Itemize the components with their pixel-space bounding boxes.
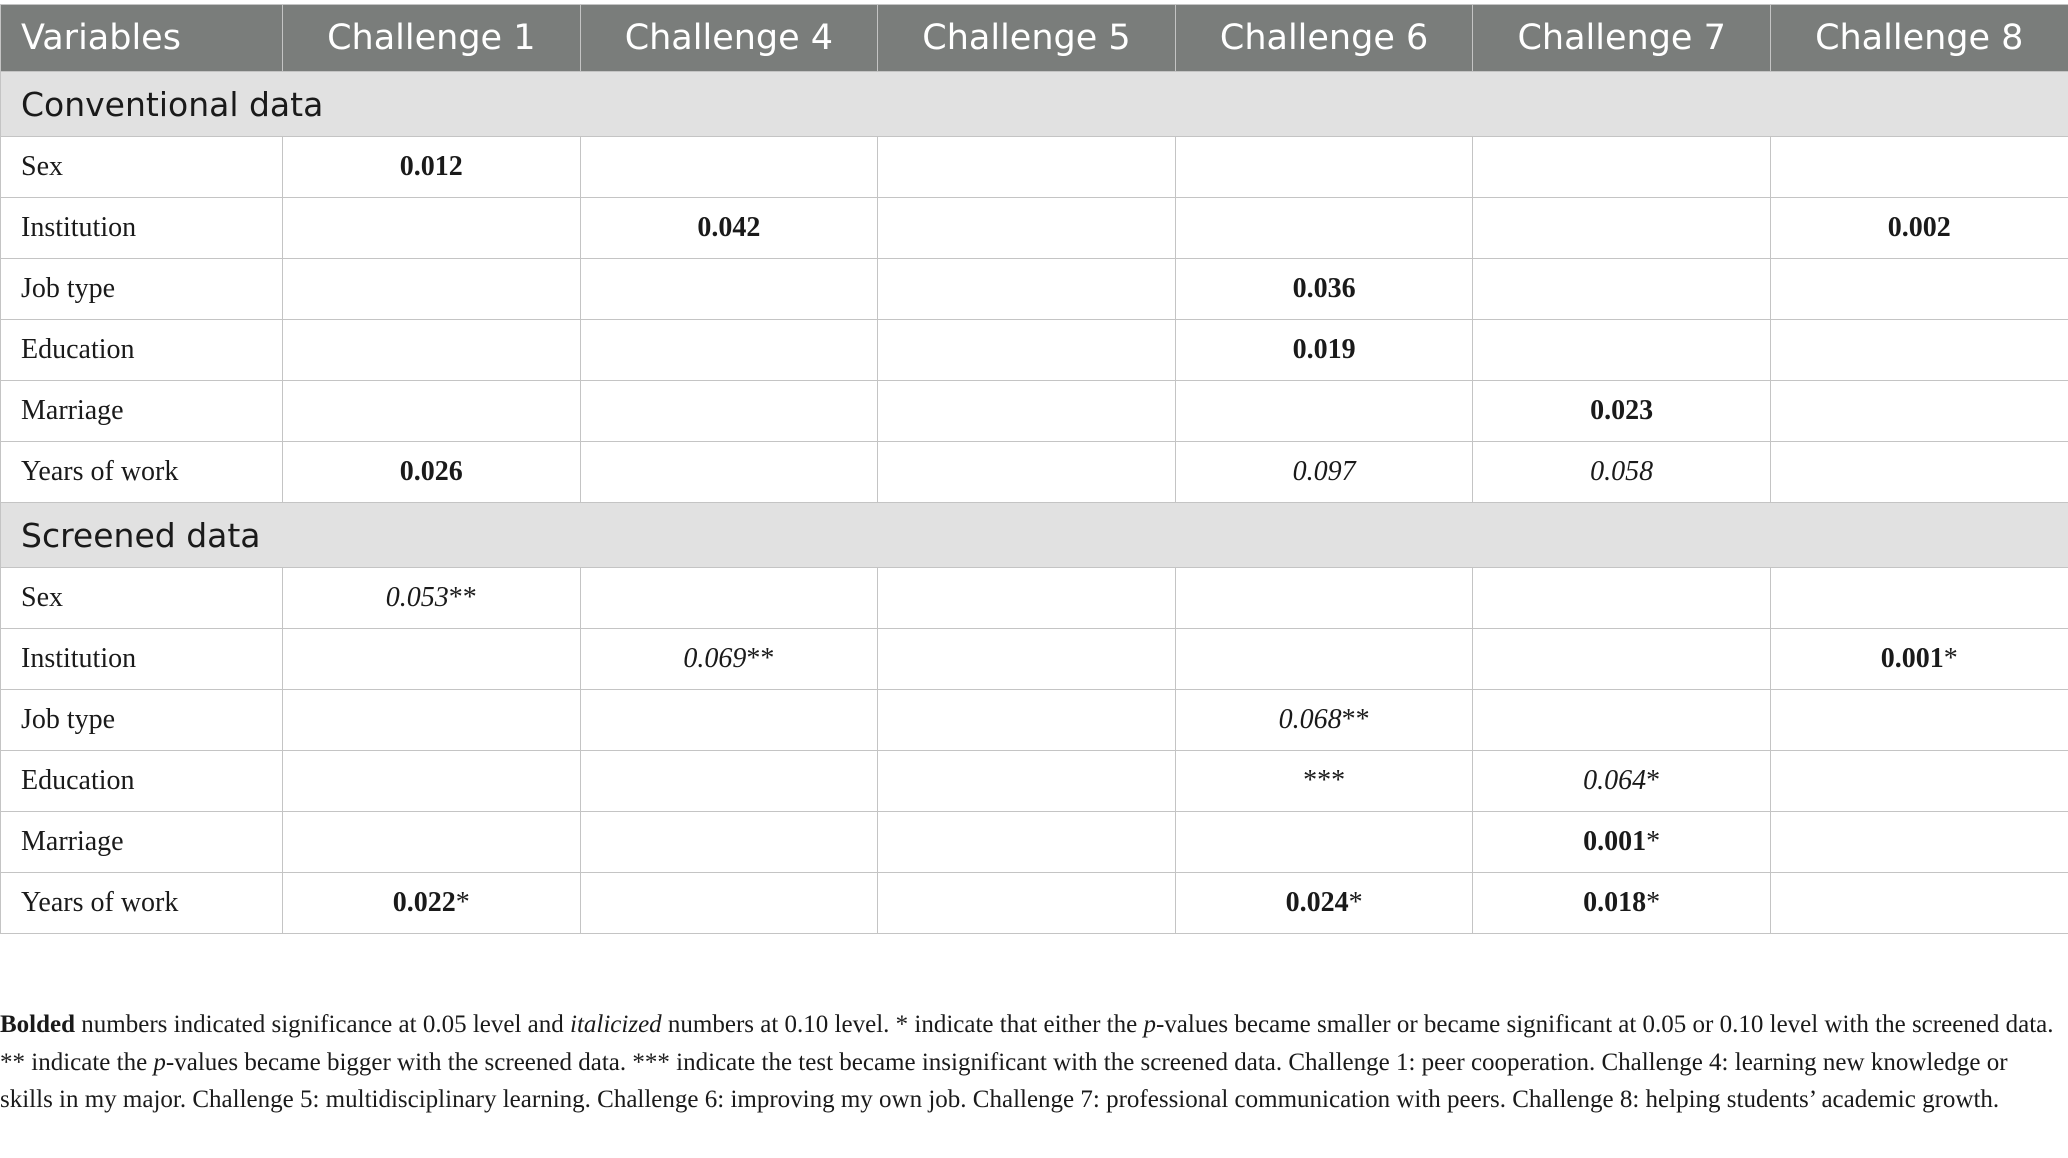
significance-marker: * [455, 887, 470, 918]
cell-challenge-6 [1175, 873, 1473, 934]
cell-challenge-8 [1770, 751, 2068, 812]
cell-value: 0.042 [697, 212, 761, 243]
table-row [1, 137, 2068, 198]
cell-value: 0.053 [385, 582, 449, 613]
cell-challenge-1 [283, 259, 581, 320]
cell-value: 0.069 [683, 643, 747, 674]
significance-marker: * [1646, 887, 1661, 918]
cell-challenge-5 [878, 629, 1176, 690]
cell-value: 0.097 [1292, 456, 1356, 487]
table-row [1, 320, 2068, 381]
cell-challenge-6 [1175, 751, 1473, 812]
footnote-text-4: -values became bigger with the screened data. *** indicate the test became insignificant with the screened data. Challenge 1: peer cooperation. Challenge 4: learning new knowledge or skills in my major. Challenge 5: multidisciplinary learning. Challenge 6: improving my own job. Challenge 7: professional communication with peers. Challenge 8: helping students’ academic growth. [0, 1048, 2008, 1113]
cell-challenge-6 [1175, 629, 1473, 690]
table-row [1, 198, 2068, 259]
footnote-italic-word: italicized [570, 1011, 662, 1038]
header-challenge-8: Challenge 8 [1770, 5, 2068, 72]
table-body [1, 72, 2068, 934]
footnote-p-letter-2: p [153, 1048, 166, 1076]
cell-value: 0.001 [1583, 826, 1647, 857]
header-challenge-1: Challenge 1 [283, 5, 581, 72]
row-label: Sex [1, 568, 283, 629]
cell-challenge-8 [1770, 812, 2068, 873]
cell-challenge-1 [283, 873, 581, 934]
cell-challenge-4 [580, 259, 878, 320]
cell-challenge-7 [1473, 381, 1771, 442]
cell-value: 0.001 [1880, 643, 1944, 674]
row-label: Years of work [1, 873, 283, 934]
cell-challenge-4 [580, 198, 878, 259]
cell-challenge-4 [580, 873, 878, 934]
significance-marker: * [1646, 765, 1661, 796]
row-label: Institution [1, 198, 283, 259]
cell-value: 0.019 [1292, 334, 1356, 365]
cell-challenge-7 [1473, 320, 1771, 381]
header-challenge-4: Challenge 4 [580, 5, 878, 72]
cell-challenge-5 [878, 690, 1176, 751]
cell-value: 0.022 [392, 887, 456, 918]
cell-challenge-4 [580, 751, 878, 812]
cell-value: 0.018 [1583, 887, 1647, 918]
cell-challenge-8 [1770, 320, 2068, 381]
significance-marker: ** [1341, 704, 1370, 735]
cell-challenge-5 [878, 137, 1176, 198]
cell-challenge-1 [283, 690, 581, 751]
cell-challenge-4 [580, 568, 878, 629]
row-label: Sex [1, 137, 283, 198]
cell-challenge-8 [1770, 198, 2068, 259]
header-variables: Variables [1, 5, 283, 72]
cell-challenge-8 [1770, 629, 2068, 690]
cell-challenge-8 [1770, 442, 2068, 503]
significance-marker: *** [1303, 765, 1346, 796]
cell-challenge-1 [283, 568, 581, 629]
significance-marker: * [1348, 887, 1363, 918]
cell-challenge-7 [1473, 137, 1771, 198]
cell-challenge-4 [580, 137, 878, 198]
cell-challenge-5 [878, 320, 1176, 381]
cell-challenge-6 [1175, 320, 1473, 381]
cell-challenge-5 [878, 198, 1176, 259]
cell-challenge-8 [1770, 568, 2068, 629]
table-footnote [0, 1006, 2060, 1119]
results-table [0, 4, 2068, 934]
cell-value: 0.024 [1285, 887, 1349, 918]
row-label: Marriage [1, 381, 283, 442]
significance-marker: * [1943, 643, 1958, 674]
cell-value: 0.064 [1583, 765, 1647, 796]
footnote-p-letter: p [1143, 1011, 1156, 1038]
cell-challenge-1 [283, 137, 581, 198]
cell-challenge-4 [580, 442, 878, 503]
cell-value: 0.036 [1292, 273, 1356, 304]
cell-challenge-8 [1770, 690, 2068, 751]
cell-value: 0.068 [1278, 704, 1342, 735]
cell-challenge-6 [1175, 442, 1473, 503]
cell-challenge-5 [878, 812, 1176, 873]
cell-challenge-1 [283, 442, 581, 503]
row-label: Education [1, 320, 283, 381]
table-row [1, 259, 2068, 320]
footnote-text-1: numbers indicated significance at 0.05 level and [75, 1011, 571, 1038]
cell-challenge-5 [878, 381, 1176, 442]
cell-value: 0.012 [399, 151, 463, 182]
header-challenge-7: Challenge 7 [1473, 5, 1771, 72]
cell-challenge-8 [1770, 137, 2068, 198]
cell-challenge-1 [283, 812, 581, 873]
table-row [1, 629, 2068, 690]
row-label: Education [1, 751, 283, 812]
cell-challenge-6 [1175, 812, 1473, 873]
cell-challenge-7 [1473, 812, 1771, 873]
table-row [1, 442, 2068, 503]
cell-challenge-7 [1473, 629, 1771, 690]
header-challenge-6: Challenge 6 [1175, 5, 1473, 72]
cell-challenge-8 [1770, 259, 2068, 320]
row-label: Institution [1, 629, 283, 690]
results-table-container [0, 4, 2068, 934]
cell-challenge-6 [1175, 568, 1473, 629]
significance-marker: ** [448, 582, 477, 613]
table-row [1, 751, 2068, 812]
cell-challenge-1 [283, 381, 581, 442]
row-label: Job type [1, 690, 283, 751]
cell-challenge-7 [1473, 442, 1771, 503]
cell-challenge-4 [580, 812, 878, 873]
row-label: Marriage [1, 812, 283, 873]
cell-challenge-4 [580, 690, 878, 751]
cell-challenge-1 [283, 751, 581, 812]
row-label: Job type [1, 259, 283, 320]
cell-challenge-4 [580, 381, 878, 442]
footnote-bold-word: Bolded [0, 1011, 76, 1038]
cell-challenge-5 [878, 259, 1176, 320]
cell-value: 0.026 [399, 456, 463, 487]
cell-challenge-7 [1473, 259, 1771, 320]
table-row [1, 690, 2068, 751]
cell-challenge-5 [878, 873, 1176, 934]
footnote-text-3: -values became smaller or became significant at 0.05 or 0.10 level with the screened data. ** indicate the [0, 1011, 2054, 1076]
cell-challenge-6 [1175, 381, 1473, 442]
footnote-text-2: numbers at 0.10 level. * indicate that either the [661, 1011, 1144, 1038]
table-row [1, 568, 2068, 629]
cell-challenge-6 [1175, 690, 1473, 751]
cell-challenge-1 [283, 629, 581, 690]
cell-challenge-6 [1175, 137, 1473, 198]
cell-challenge-6 [1175, 259, 1473, 320]
cell-challenge-6 [1175, 198, 1473, 259]
table-row [1, 873, 2068, 934]
header-challenge-5: Challenge 5 [878, 5, 1176, 72]
cell-value: 0.023 [1590, 395, 1654, 426]
cell-challenge-7 [1473, 198, 1771, 259]
cell-value: 0.002 [1887, 212, 1951, 243]
cell-challenge-7 [1473, 873, 1771, 934]
header-row [1, 5, 2068, 72]
section-title: Conventional data [1, 72, 2068, 137]
section-row [1, 503, 2068, 568]
cell-challenge-8 [1770, 381, 2068, 442]
cell-challenge-5 [878, 442, 1176, 503]
significance-marker: * [1646, 826, 1661, 857]
cell-challenge-7 [1473, 751, 1771, 812]
cell-challenge-7 [1473, 568, 1771, 629]
cell-challenge-4 [580, 629, 878, 690]
cell-challenge-1 [283, 198, 581, 259]
cell-challenge-8 [1770, 873, 2068, 934]
cell-challenge-7 [1473, 690, 1771, 751]
table-row [1, 812, 2068, 873]
cell-challenge-4 [580, 320, 878, 381]
section-row [1, 72, 2068, 137]
table-row [1, 381, 2068, 442]
section-title: Screened data [1, 503, 2068, 568]
significance-marker: ** [746, 643, 775, 674]
cell-challenge-1 [283, 320, 581, 381]
cell-challenge-5 [878, 751, 1176, 812]
row-label: Years of work [1, 442, 283, 503]
cell-value: 0.058 [1590, 456, 1654, 487]
cell-challenge-5 [878, 568, 1176, 629]
